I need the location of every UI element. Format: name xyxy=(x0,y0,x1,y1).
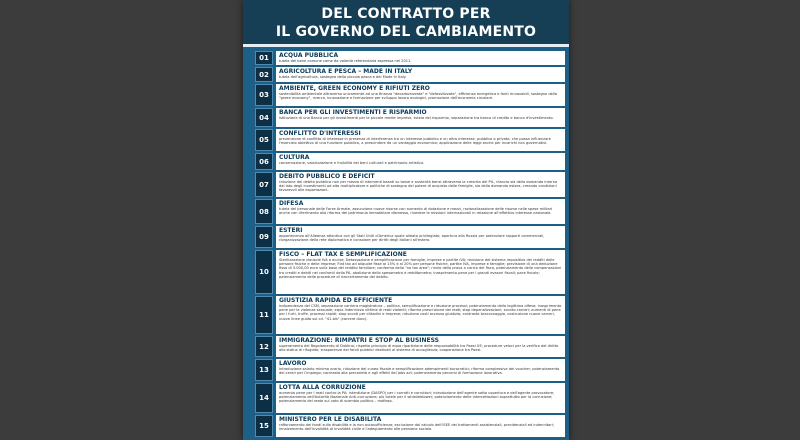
item-number: 15 xyxy=(255,415,273,437)
item-title: ACQUA PUBBLICA xyxy=(279,52,339,59)
points-list xyxy=(243,47,569,437)
item-number: 01 xyxy=(255,51,273,65)
item-number: 03 xyxy=(255,84,273,106)
item-description: sostenibilità ambientale attraverso unicamente ad una finanza "decarbonizzata" e "defossilizzata", efficienza energetica e fonti rinnovabili, sostegno della "green economy", ricerca, innovazione e formazione per sviluppo lavoro ecologici, promozione dell'economia circolare. xyxy=(279,92,558,101)
item-body xyxy=(276,415,565,437)
item-title: MINISTERO PER LE DISABILITÀ xyxy=(279,416,382,423)
item-body xyxy=(276,51,565,65)
item-number: 07 xyxy=(255,172,273,197)
item-title: DEBITO PUBBLICO E DEFICIT xyxy=(279,173,375,180)
item-title: BANCA PER GLI INVESTIMENTI E RISPARMIO xyxy=(279,109,427,116)
item-number: 08 xyxy=(255,199,273,224)
item-number: 13 xyxy=(255,359,273,381)
item-title: IMMIGRAZIONE: RIMPATRI E STOP AL BUSINESS xyxy=(279,337,440,344)
item-body xyxy=(276,383,565,413)
list-item xyxy=(255,336,565,357)
item-body xyxy=(276,226,565,248)
list-item xyxy=(255,359,565,381)
list-item xyxy=(255,199,565,224)
item-number: 06 xyxy=(255,153,273,170)
item-number: 05 xyxy=(255,129,273,151)
list-item xyxy=(255,153,565,170)
list-item xyxy=(255,84,565,106)
item-body xyxy=(276,84,565,106)
item-body xyxy=(276,129,565,151)
poster-header xyxy=(243,0,569,44)
item-title: AGRICOLTURA E PESCA – MADE IN ITALY xyxy=(279,68,413,75)
item-description: tutela del bene comune come da volontà referendaria espressa nel 2011. xyxy=(279,59,412,63)
item-number: 04 xyxy=(255,108,273,127)
item-body xyxy=(276,67,565,82)
list-item xyxy=(255,51,565,65)
item-title: GIUSTIZIA RAPIDA ED EFFICIENTE xyxy=(279,297,393,304)
item-number: 12 xyxy=(255,336,273,357)
poster-title-line1: DEL CONTRATTO PER xyxy=(321,6,491,22)
item-title: AMBIENTE, GREEN ECONOMY E RIFIUTI ZERO xyxy=(279,85,430,92)
item-description: appartenenza all'Alleanza atlantica con gli Stati Uniti d'America quale alleato privilegiato; apertura alla Russia per potenziare rapporti commerciali, riorganizzazione della rete diplomatica e consolare per diritti degli italiani all'estero. xyxy=(279,234,545,243)
item-description: Sterilizzazione clausole IVA e accise; Detassazione e semplificazione per famiglie, imprese e partite IVA; revisione del sistema impositivo dei redditi delle persone fisiche e delle imprese; Flat tax ad aliquote fisse al 15% e al 20% per persone fisiche, partite IVA, imprese e famiglie; previsione di una deduzione fissa di 3.000,00 euro sulla base del reddito familiare; conferma della "no tax area"; rinvio della prova a carico del fisco, potenziamento delle compensazioni tra crediti e debiti nei confronti della PA, abolizione dello spesometro e redditometro; inasprimento pene per i grandi evasori fiscali; pace fiscale; potenziamento delle procedure di riaccertamento del debito. xyxy=(279,258,562,279)
item-body xyxy=(276,296,565,334)
list-item xyxy=(255,296,565,334)
item-title: FISCO – FLAT TAX E SEMPLIFICAZIONE xyxy=(279,251,407,258)
item-body xyxy=(276,172,565,197)
item-title: LAVORO xyxy=(279,360,307,367)
item-body xyxy=(276,359,565,381)
item-body xyxy=(276,336,565,357)
item-description: conservazione, valorizzazione e fruibilità dei beni culturali e patrimonio artistico. xyxy=(279,161,425,165)
list-item xyxy=(255,67,565,82)
list-item xyxy=(255,250,565,294)
item-title: LOTTA ALLA CORRUZIONE xyxy=(279,384,366,391)
item-description: prevenzione di conflitto di interesse in presenza di interferenza tra un interesse pubblico e un altro interesse, pubblico o privato, che possa influenzare l'esercizio obiettivo di una funzione pubblica, a prescindere da un vantaggio economico; applicazione delle leggi anche per incarichi non governativi. xyxy=(279,137,551,146)
item-description: rafforzamento dei fondi sulla disabilità e la non autosufficienza; esclusione dal calcolo dell'ISEE dei trattamenti assistenziali, previdenziali ed indennitari; innalzamento dell'invalidità di invalidità civile e l'adeguamento alle pensione sociale. xyxy=(279,423,555,432)
item-title: CONFLITTO D'INTERESSI xyxy=(279,130,361,137)
item-body xyxy=(276,199,565,224)
item-number: 11 xyxy=(255,296,273,334)
item-body xyxy=(276,153,565,170)
list-item xyxy=(255,226,565,248)
item-number: 10 xyxy=(255,250,273,294)
item-number: 09 xyxy=(255,226,273,248)
item-description: indipendenza del CSM, separazione carriera magistratura – politica, semplificazione e riduzione processi; potenziamento della legittima difesa; inasprimento pene per la violenza sessuale; equa indennizzo vittime di reati violenti; riforma prescrizione dei reati; stop depenalizzazioni; sconto carceri; aumenti di pene per i furti, truffe, processi rapidi; stop sconti per cittadini e imprese; riduzione costi accesso giustizia; contrasto bracconaggio, costruzione nuove carceri, nuove linee guida sui cd. "41-bis" (carcere duro). xyxy=(279,304,562,321)
contract-poster xyxy=(243,0,569,440)
item-description: superamento del Regolamento di Dublino; rispetto principio di equa ripartizione delle responsabilità tra Paesi UE; procedure veloci per la verifica del diritto allo status di rifugiato; trasparenza dei fondi pubblici destinati al sistema di accoglienza; cooperazione tra Paesi. xyxy=(279,344,559,353)
list-item xyxy=(255,383,565,413)
item-description: riduzione del debito pubblico non per mezzo di interventi basati su tasse e austerità bensì attraverso la crescita del PIL, rilancio sia della domanda interna dal lato degli investimenti ad alto moltiplicatore e politiche di sostegno del potere di acquisto delle famiglie, sia della domanda estera, creando condizioni favorevoli alle esportazioni. xyxy=(279,180,558,193)
item-body xyxy=(276,108,565,127)
item-description: istituzione di una Banca per gli investimenti per le piccole medie imprese, tutela del risparmio, separazione tra banca di credito e banca d'investimento. xyxy=(279,116,554,120)
item-description: tutela del personale delle Forze Armate, assunzione nuove risorse con aumento di dotazione e mezzi, razionalizzazione delle risorse nelle spese militari anche con riferimento alla riforma del patrimonio immobiliare dismesso, rivedere le missioni internazionali in relazione all'effettivo interesse nazionale. xyxy=(279,207,553,216)
item-number: 14 xyxy=(255,383,273,413)
item-description: tutela dell'agricoltura, sostegno della piccola pesca e del Made in Italy. xyxy=(279,75,407,79)
item-number: 02 xyxy=(255,67,273,82)
list-item xyxy=(255,129,565,151)
item-description: introduzione salario minimo orario, riduzione del cuneo fiscale e semplificazione adempimenti burocratici; riforma complessiva dei voucher; potenziamento dei centri per l'impiego; contrasto alla precarietà e agli effetti del Jobs act; potenziamento percorsi di formazione lavorativa. xyxy=(279,367,560,376)
list-item xyxy=(255,415,565,437)
item-title: DIFESA xyxy=(279,200,304,207)
item-title: CULTURA xyxy=(279,154,310,161)
item-description: aumento pene per i reati contro la PA; interdizione (DASPO) per i corrotti e corruttori; introduzione dell'agente sotto copertura e dell'agente provocatore; potenziamento dell'Autorità Nazionale Anti-corruzione; più tutele per il whistleblower; potenziamento delle intercettazioni soprattutto per la corruzione; potenziamento del reato sul voto di scambio politico – mafioso. xyxy=(279,391,555,404)
item-title: ESTERI xyxy=(279,227,303,234)
poster-title-line2: IL GOVERNO DEL CAMBIAMENTO xyxy=(275,24,537,40)
list-item xyxy=(255,108,565,127)
list-item xyxy=(255,172,565,197)
item-body xyxy=(276,250,565,294)
